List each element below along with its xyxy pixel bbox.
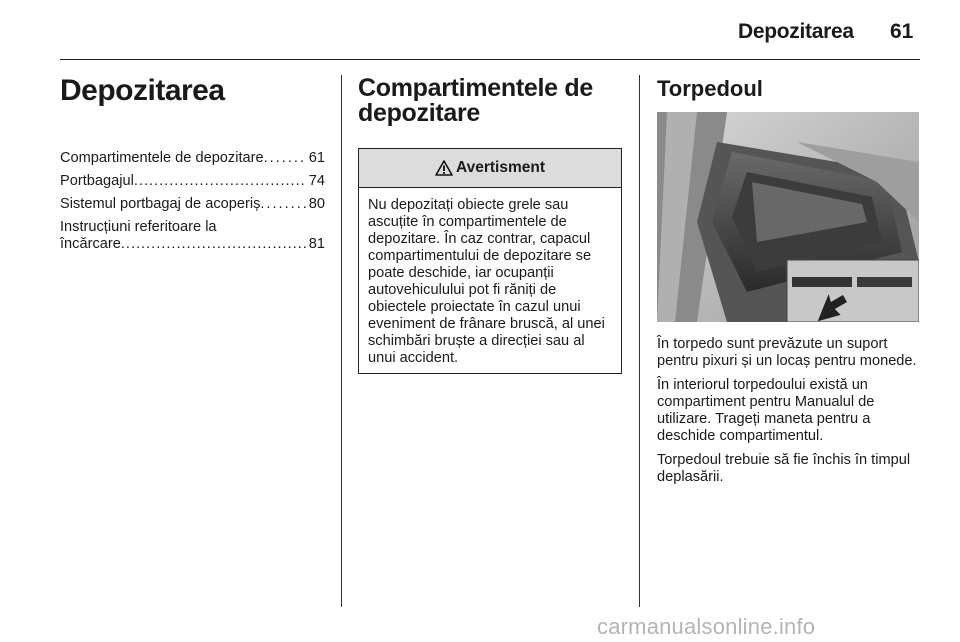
section-heading-line1: Compartimentele de — [358, 74, 593, 102]
toc-leader — [264, 150, 307, 167]
warning-title: Avertisment — [455, 159, 545, 176]
chapter-heading: Depozitarea — [60, 74, 225, 107]
page-header-title: Depozitarea — [738, 20, 854, 43]
section-heading-line2: depozitare — [358, 99, 481, 127]
toc-entry[interactable] — [60, 219, 325, 253]
section-heading — [358, 76, 622, 126]
paragraph: Torpedoul trebuie să fie închis în timpul deplasării. — [657, 452, 911, 485]
toc-entry-label: Portbagajul — [60, 173, 134, 189]
column-storage — [358, 76, 622, 374]
toc-entry[interactable] — [60, 196, 325, 213]
glovebox-text — [657, 336, 919, 486]
paragraph: În torpedo sunt prevăzute un suport pentru pixuri și un locaș pentru monede. — [657, 336, 917, 369]
glovebox-heading: Torpedoul — [657, 76, 763, 101]
paragraph: În interiorul torpedoului există un compartiment pentru Manualul de utilizare. Trageți maneta pentru a deschide compartimentul. — [657, 377, 875, 444]
toc-leader — [121, 236, 307, 253]
header-rule — [60, 59, 920, 60]
glovebox-photo — [657, 112, 919, 322]
table-of-contents — [60, 150, 325, 253]
toc-entry-label-line1: Instrucțiuni referitoare la — [60, 219, 217, 235]
toc-entry-page: 74 — [308, 173, 325, 189]
toc-entry-page: 61 — [308, 150, 325, 166]
toc-entry[interactable] — [60, 173, 325, 190]
page-number: 61 — [890, 20, 914, 43]
glovebox-illustration — [657, 112, 919, 322]
column-toc — [60, 74, 325, 259]
toc-entry-label: Sistemul portbagaj de acoperiș — [60, 196, 261, 212]
toc-entry-label: încărcare — [60, 236, 121, 252]
warning-text: Nu depozitați obiecte grele sau ascuțite în compartimentele de depozitare. În caz contrar, capacul compartimentului de depozitare se poate deschide, iar ocupanții autovehiculului pot fi răniți de obiectele proiectate în cazul unui eveniment de frânare bruscă, al unei schimbări bruște a direcției sau al unui accident. — [368, 197, 605, 366]
column-divider-1 — [341, 75, 342, 607]
toc-leader — [260, 196, 306, 213]
warning-box — [358, 148, 622, 374]
toc-entry-page: 80 — [308, 196, 325, 212]
toc-leader — [134, 173, 307, 190]
toc-entry-label: Compartimentele de depozitare — [60, 150, 264, 166]
warning-header — [359, 149, 621, 188]
toc-entry-page: 81 — [308, 236, 325, 252]
column-divider-2 — [639, 75, 640, 607]
watermark: carmanualsonline.info — [597, 614, 816, 639]
toc-entry[interactable] — [60, 150, 325, 167]
warning-triangle-icon — [435, 160, 453, 176]
column-glovebox — [657, 76, 919, 493]
